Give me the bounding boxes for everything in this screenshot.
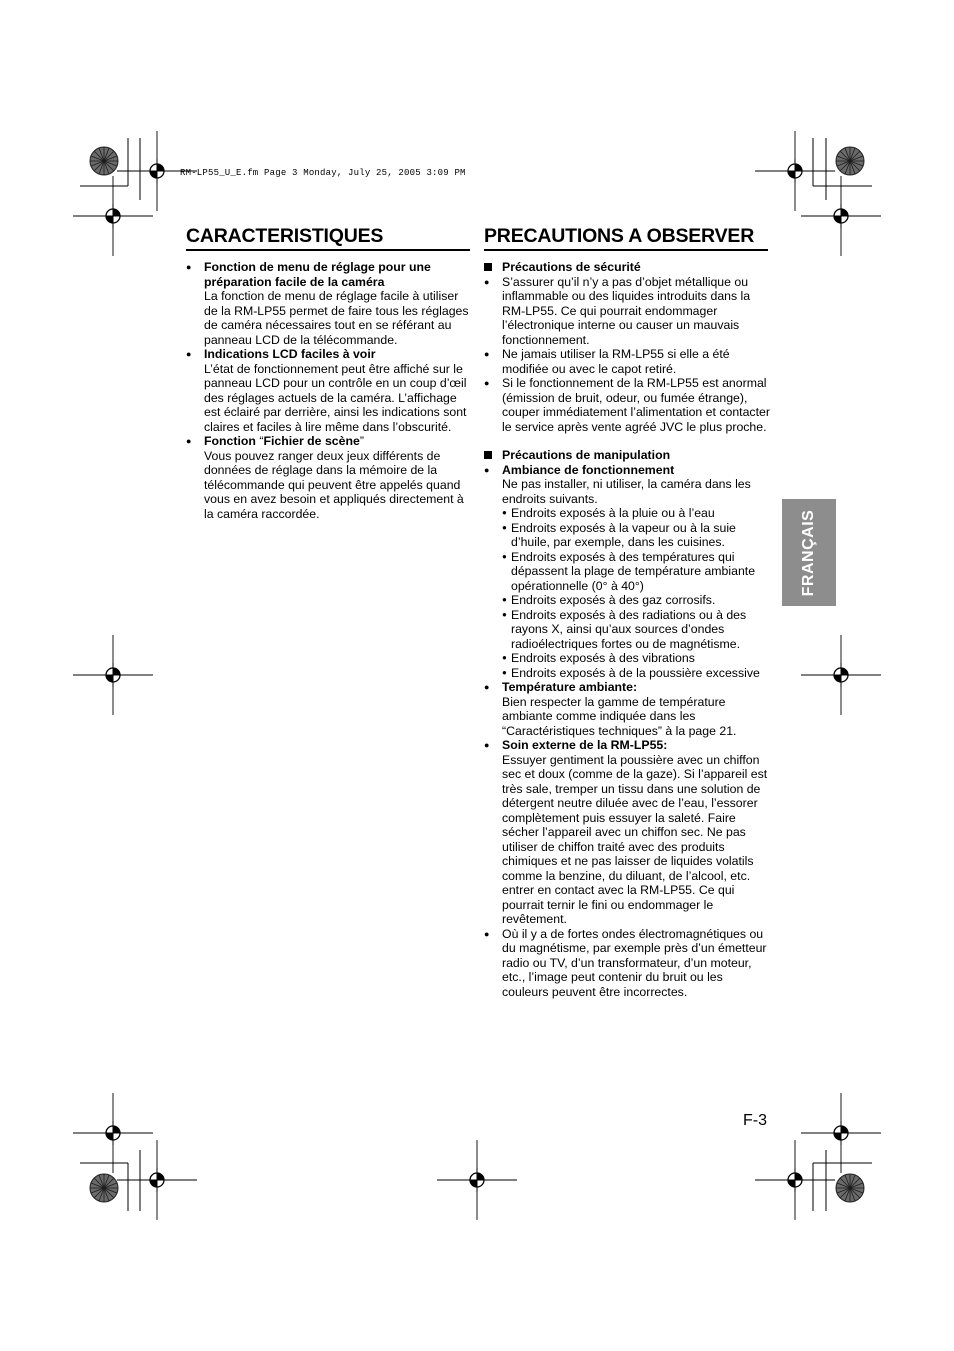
list-item: ● Ne jamais utiliser la RM-LP55 si elle a été modifiée ou avec le capot retiré. bbox=[484, 347, 730, 376]
sub-list-item: ● Endroits exposés à des températures qui dépassent la plage de température ambiante opérationnelle (0° à 40°) bbox=[502, 549, 756, 593]
page-number: F-3 bbox=[743, 1112, 767, 1129]
small-bullet-icon: ● bbox=[502, 522, 507, 532]
sub-list-item: ● Endroits exposés à des vibrations bbox=[502, 651, 695, 665]
sub-list-item: ● Endroits exposés à la vapeur ou à la suie d’huile, par exemple, dans les cuisines. bbox=[502, 520, 736, 549]
small-bullet-icon: ● bbox=[502, 653, 507, 662]
list-item: ● Où il y a de fortes ondes électromagnétiques ou du magnétisme, par exemple près d’un émetteur radio ou TV, d’un transformateur, d’un moteur, etc., l’image peut contenir du bruit ou les couleurs peuvent être incorrectes. bbox=[484, 926, 767, 999]
list-item bbox=[186, 347, 472, 434]
sub-list-item: ● Endroits exposés à des radiations ou à des rayons X, ainsi qu’aux sources d’ondes radioélectriques fortes ou de magnétisme. bbox=[502, 607, 747, 651]
features-list bbox=[186, 260, 472, 521]
feature-text: La fonction de menu de réglage facile à utiliser de la RM-LP55 permet de faire tous les réglages de caméra nécessaires tout en se référant au panneau LCD de la télécommande. bbox=[204, 289, 469, 347]
left-title-rule bbox=[186, 249, 470, 251]
square-bullet-icon bbox=[484, 263, 492, 271]
bullet-icon: ● bbox=[484, 682, 490, 692]
feature-heading: Indications LCD faciles à voir bbox=[204, 347, 376, 361]
small-bullet-icon: ● bbox=[502, 551, 507, 561]
list-item: ● S’assurer qu’il n’y a pas d’objet métallique ou inflammable ou des liquides introduits dans la RM-LP55. Ce qui pourrait endommager l’électronique interne ou causer un mauvais fonctionnement. bbox=[484, 274, 751, 347]
feature-text: Vous pouvez ranger deux jeux différents de données de réglage dans la mémoire de la télécommande qui peuvent être appelés quand vous en avez besoin et appliqués directement à la caméra raccordée. bbox=[204, 448, 464, 521]
small-bullet-icon: ● bbox=[502, 595, 507, 604]
list-item: ● Si le fonctionnement de la RM-LP55 est anormal (émission de bruit, odeur, ou fumée étrange), couper immédiatement l’alimentation et contacter le service après vente agréé JVC le plus proche. bbox=[484, 376, 770, 434]
feature-heading: Fonction “Fichier de scène” bbox=[204, 434, 364, 448]
list-item bbox=[186, 260, 472, 347]
sub-list-item: ● Endroits exposés à des gaz corrosifs. bbox=[502, 593, 716, 607]
left-section-title: CARACTERISTIQUES bbox=[186, 225, 384, 247]
feature-text: L’état de fonctionnement peut être affiché sur le panneau LCD pour un contrôle en un coup d’œil des réglages actuels de la caméra. L’affichage est éclairé par derrière, ainsi les indications sont claires et faciles à lire même dans l’obscurité. bbox=[204, 361, 467, 434]
square-bullet-icon bbox=[484, 451, 492, 459]
sub-list-item: ● Endroits exposés à de la poussière excessive bbox=[502, 665, 760, 680]
bullet-icon: ● bbox=[484, 276, 490, 287]
list-item: ● Soin externe de la RM-LP55: Essuyer gentiment la poussière avec un chiffon sec et doux (comme de la gaze). Si l’appareil est très sale, tremper un tissu dans une solution de détergent neutre diluée avec de l’eau, l’essorer complètement puis essuyer la saleté. Faire sécher l’appareil avec un chiffon sec. Ne pas utiliser de chiffon traité avec des produits chimiques et ne pas laisser de liquides volatils comme la benzine, du diluant, de l’alcool, etc. entrer en contact avec la RM-LP55. Ce qui pourrait ternir le fini ou endommager le revêtement. bbox=[484, 738, 768, 926]
language-side-tab: FRANÇAIS bbox=[782, 499, 836, 606]
bullet-icon: ● bbox=[484, 464, 490, 475]
right-title-rule bbox=[484, 249, 768, 251]
bullet-icon: ● bbox=[186, 262, 192, 272]
small-bullet-icon: ● bbox=[502, 609, 507, 619]
file-info-line: RM-LP55_U_E.fm Page 3 Monday, July 25, 2005 3:09 PM bbox=[180, 168, 466, 178]
small-bullet-icon: ● bbox=[502, 508, 507, 517]
bullet-icon: ● bbox=[484, 928, 490, 939]
list-item: ● Ambiance de fonctionnement Ne pas installer, ni utiliser, la caméra dans les endroits suivants. bbox=[484, 462, 751, 506]
small-bullet-icon: ● bbox=[502, 667, 507, 677]
bullet-icon: ● bbox=[186, 349, 192, 359]
feature-heading: Fonction de menu de réglage pour une préparation facile de la caméra bbox=[204, 260, 431, 289]
bullet-icon: ● bbox=[484, 349, 490, 359]
precautions-content bbox=[484, 260, 772, 999]
list-item bbox=[186, 434, 472, 521]
bullet-icon: ● bbox=[186, 436, 192, 446]
list-item: ● Température ambiante: Bien respecter la gamme de température ambiante comme indiquée dans les “Caractéristiques techniques” à la page 21. bbox=[484, 680, 737, 738]
subsection-heading: Précautions de sécurité bbox=[484, 260, 772, 275]
right-section-title: PRECAUTIONS A OBSERVER bbox=[484, 225, 755, 247]
sub-list-item: ● Endroits exposés à la pluie ou à l’eau bbox=[502, 506, 715, 520]
bullet-icon: ● bbox=[484, 378, 490, 388]
bullet-icon: ● bbox=[484, 740, 490, 750]
subsection-heading: Précautions de manipulation bbox=[484, 448, 772, 463]
